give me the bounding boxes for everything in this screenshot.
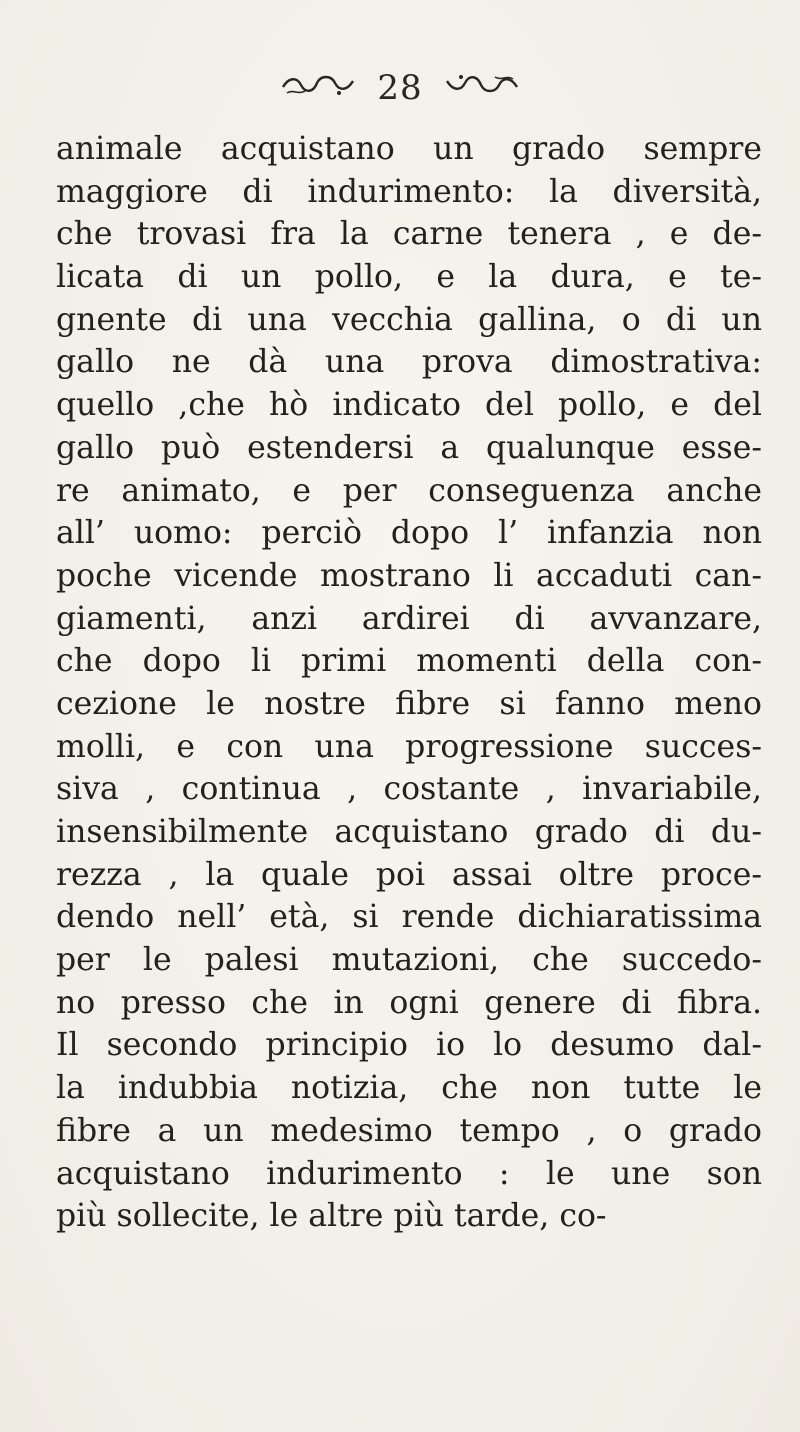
text-line: giamenti, anzi ardirei di avvanzare, — [56, 600, 762, 637]
text-line: rezza , la quale poi assai oltre proce- — [56, 856, 762, 893]
text-line: all’ uomo: perciò dopo l’ infanzia non — [56, 515, 762, 552]
left-ornament-icon — [279, 68, 357, 108]
text-line: che trovasi fra la carne tenera , e de- — [56, 216, 762, 253]
text-line: per le palesi mutazioni, che succedo- — [56, 942, 762, 979]
text-line: licata di un pollo, e la dura, e te- — [56, 259, 762, 296]
page-number: 28 — [377, 68, 423, 108]
text-line: siva , continua , costante , invariabile, — [56, 771, 762, 808]
text-line: gallo può estendersi a qualunque esse- — [56, 429, 762, 466]
text-line: Il secondo principio io lo desumo dal- — [56, 1027, 762, 1064]
text-line: quello ,che hò indicato del pollo, e del — [56, 387, 762, 424]
text-line: gallo ne dà una prova dimostrativa: — [56, 344, 762, 381]
text-line: maggiore di indurimento: la diversità, — [56, 173, 762, 210]
text-line: che dopo li primi momenti della con- — [56, 643, 762, 680]
page-header — [0, 66, 800, 108]
text-line: fibre a un medesimo tempo , o grado — [56, 1112, 762, 1149]
text-line: gnente di una vecchia gallina, o di un — [56, 301, 762, 338]
text-line: insensibilmente acquistano grado di du- — [56, 814, 762, 850]
text-line: dendo nell’ età, si rende dichiaratissima — [56, 899, 762, 936]
right-ornament-icon — [443, 68, 521, 108]
text-line: cezione le nostre fibre si fanno meno — [56, 685, 762, 722]
text-line: più sollecite, le altre più tarde, co- — [56, 1198, 607, 1235]
text-line: acquistano indurimento : le une son — [56, 1155, 762, 1192]
text-line: re animato, e per conseguenza anche — [56, 472, 762, 509]
body-text — [56, 128, 762, 1238]
text-line: no presso che in ogni genere di fibra. — [56, 984, 762, 1021]
text-line: poche vicende mostrano li accaduti can- — [56, 557, 762, 594]
text-line: molli, e con una progressione succes- — [56, 728, 762, 765]
text-line: animale acquistano un grado sempre — [56, 131, 762, 167]
text-line: la indubbia notizia, che non tutte le — [56, 1070, 762, 1107]
